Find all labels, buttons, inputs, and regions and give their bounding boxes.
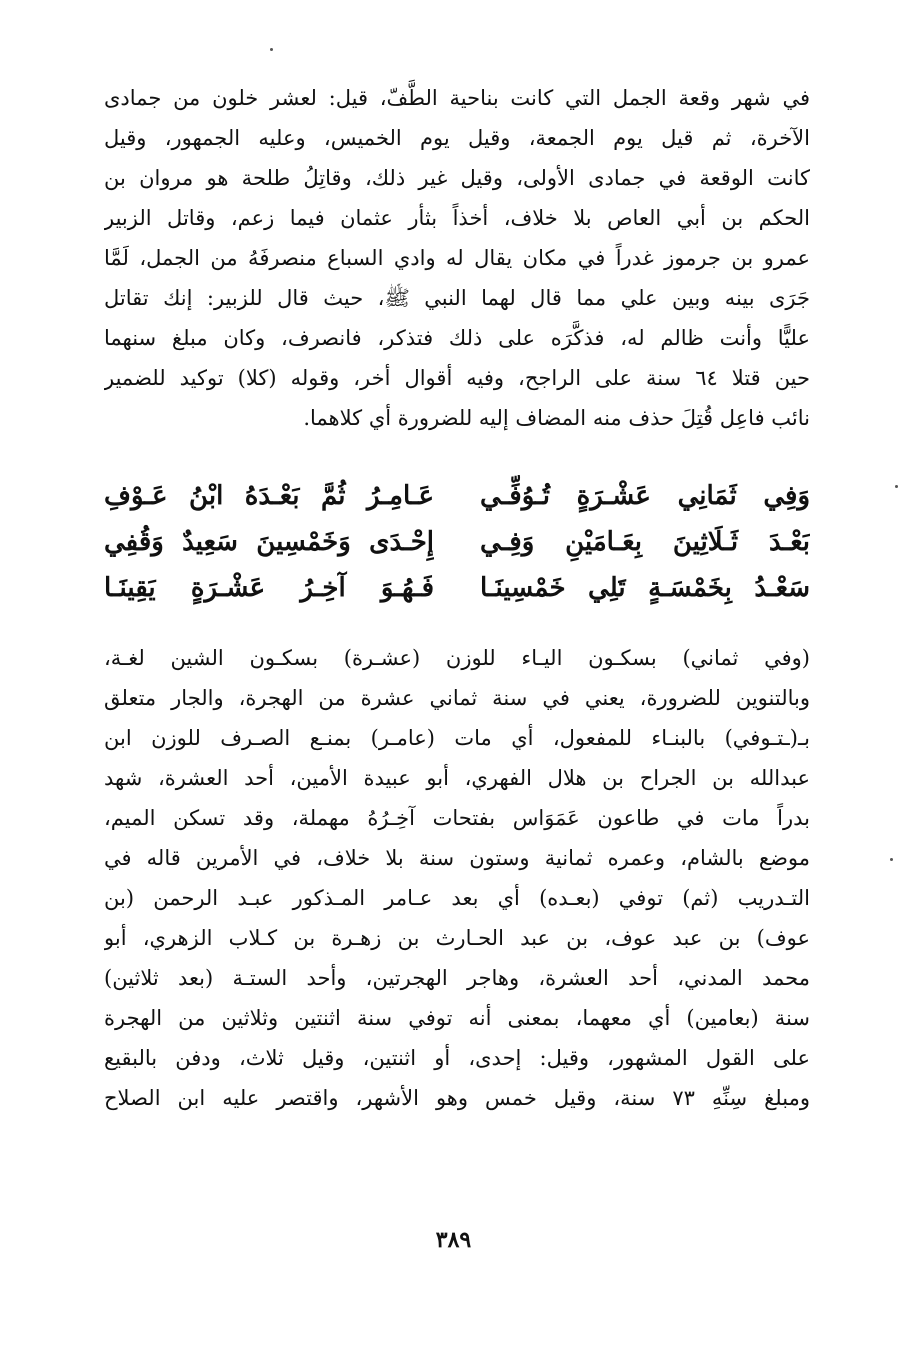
text-line: بدراً مات في طاعون عَمَوَاس بفتحات آخِـرُهُ مهملة، وقد تسكن الميم، xyxy=(104,806,810,830)
text-line: في شهر وقعة الجمل التي كانت بناحية الطَّفّ، قيل: لعشر خلون من جمادى xyxy=(104,86,810,110)
text-line: التـدريب (ثم) توفي (بعـده) أي بعد عـامر المـذكور عبـد الرحمن (بن xyxy=(104,886,810,910)
verse-first-hemistich: سَعْـدُ بِخَمْسَـةٍ تَلِي خَمْسِينَـا xyxy=(480,573,810,603)
text-line: عمرو بن جرموز غدراً في مكان يقال له وادي السباع منصرفَهُ من الجمل، لَمَّا xyxy=(104,246,810,270)
text-line: الآخرة، ثم قيل يوم الجمعة، وقيل يوم الخميس، وعليه الجمهور، وقيل xyxy=(104,126,810,150)
text-line: على القول المشهور، وقيل: إحدى، أو اثنتين، وقيل ثلاث، ودفن بالبقيع xyxy=(104,1046,810,1070)
verse xyxy=(104,519,810,565)
text-line: عليًّا وأنت ظالم له، فذكَّرَه على ذلك فتذكر، فانصرف، وكان مبلغ سنهما xyxy=(104,326,810,350)
scan-speck xyxy=(895,485,898,488)
scan-speck xyxy=(890,858,893,861)
text-line: محمد المدني، أحد العشرة، وهاجر الهجرتين، وأحد الستـة (بعد ثلاثين) xyxy=(104,966,810,990)
verse-second-hemistich: إِحْـدَى وَخَمْسِينَ سَعِيدٌ وَقُفِي xyxy=(104,527,434,557)
commentary-paragraph-2 xyxy=(104,638,810,1118)
text-line: عبدالله بن الجراح بن هلال الفهري، أبو عبيدة الأمين، أحد العشرة، شهد xyxy=(104,766,810,790)
verse-first-hemistich: بَعْـدَ ثَـلَاثِينَ بِعَـامَيْنِ وَفِـي xyxy=(480,527,810,557)
text-line: حين قتلا ٦٤ سنة على الراجح، وفيه أقوال أخر، وقوله (كلا) توكيد للضمير xyxy=(104,366,810,390)
verse xyxy=(104,473,810,519)
verse-second-hemistich: فَـهُـوَ آخِـرُ عَشْـرَةٍ يَقِينَـا xyxy=(104,573,434,603)
text-line: كانت الوقعة في جمادى الأولى، وقيل غير ذلك، وقاتِلُ طلحة هو مروان بن xyxy=(104,166,810,190)
text-line: سنة (بعامين) أي معهما، بمعنى أنه توفي سنة اثنتين وثلاثين من الهجرة xyxy=(104,1006,810,1030)
poem-verses xyxy=(104,473,810,611)
text-line: ومبلغ سِنِّهِ ٧٣ سنة، وقيل خمس وهو الأشهر، واقتصر عليه ابن الصلاح xyxy=(104,1086,810,1110)
verse-first-hemistich: وَفِي ثَمَانِي عَشْـرَةٍ تُـوُفِّـي xyxy=(480,481,810,511)
text-line: جَرَى بينه وبين علي مما قال لهما النبي ﷺ، حيث قال للزبير: إنك تقاتل xyxy=(104,286,810,310)
text-line: موضع بالشام، وعمره ثمانية وستون سنة بلا خلاف، في الأمرين قاله في xyxy=(104,846,810,870)
scan-speck xyxy=(270,48,273,51)
text-line: (وفي ثماني) بسكـون اليـاء للوزن (عشـرة) بسكـون الشين لغـة، xyxy=(104,646,810,670)
text-line: بـ(ـتـوفي) بالبنـاء للمفعول، أي مات (عامـر) بمنـع الصـرف للوزن ابن xyxy=(104,726,810,750)
verse-second-hemistich: عَـامِـرُ ثُمَّ بَعْـدَهُ ابْنُ عَـوْفِ xyxy=(104,481,434,511)
text-line: وبالتنوين للضرورة، يعني في سنة ثماني عشرة من الهجرة، والجار متعلق xyxy=(104,686,810,710)
text-line: الحكم بن أبي العاص بلا خلاف، أخذاً بثأر عثمان فيما زعم، وقاتل الزبير xyxy=(104,206,810,230)
text-line: نائب فاعِل قُتِلَ حذف منه المضاف إليه للضرورة أي كلاهما. xyxy=(303,406,810,430)
verse xyxy=(104,565,810,611)
commentary-paragraph-1 xyxy=(104,78,810,438)
page-number: ٣٨٩ xyxy=(435,1227,472,1253)
text-line: عوف) بن عبد عوف، بن عبد الحـارث بن زهـرة بن كـلاب الزهري، أبو xyxy=(104,926,810,950)
